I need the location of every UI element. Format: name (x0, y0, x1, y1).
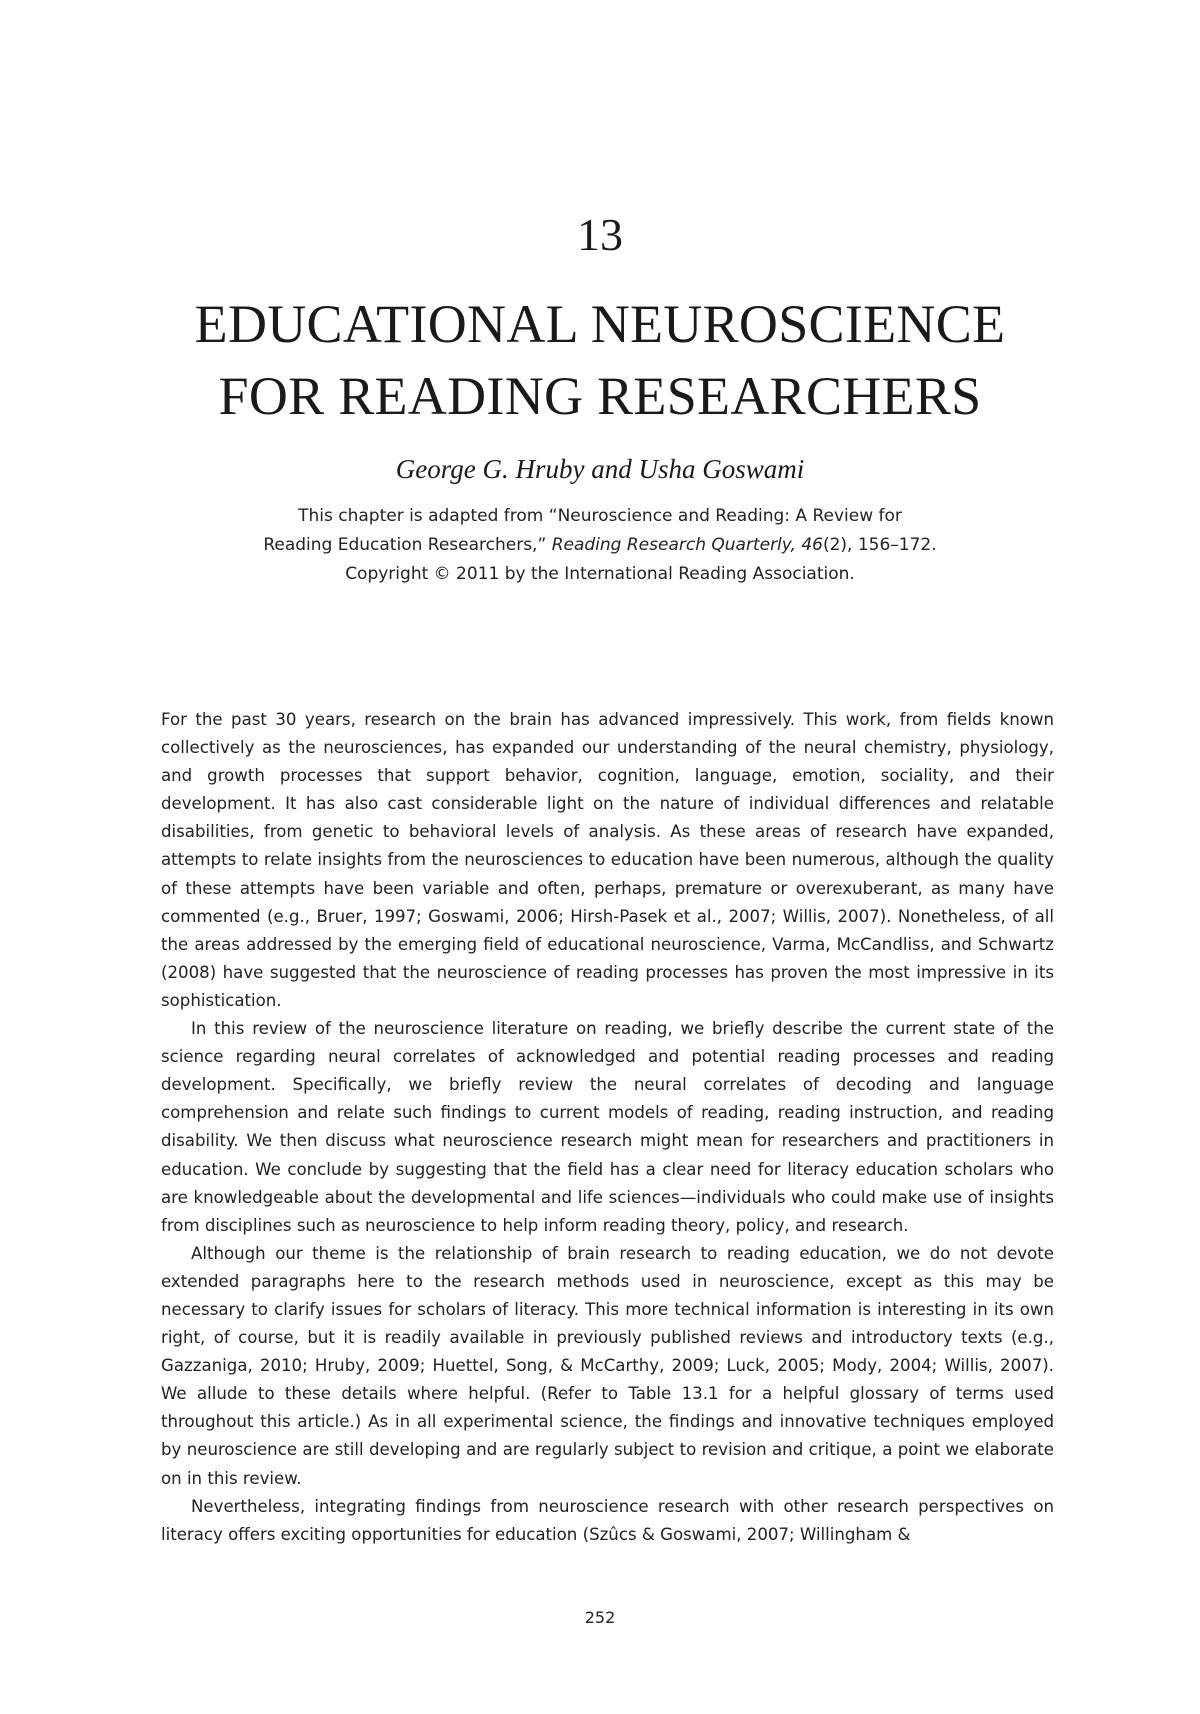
page-number: 252 (584, 1608, 616, 1627)
chapter-title-line-1: EDUCATIONAL NEUROSCIENCE (194, 294, 1006, 354)
body-paragraph-2: In this review of the neuroscience literature on reading, we briefly describe the current state of the science regarding neural correlates of acknowledged and potential reading processes and reading development. Specifically, we briefly review the neural correlates of decoding and language comprehension and relate such findings to current models of reading, reading instruction, and reading disability. We then discuss what neuroscience research might mean for researchers and practitioners in education. We conclude by suggesting that the field has a clear need for literacy education scholars who are knowledgeable about the developmental and life sciences—individuals who could make use of insights from disciplines such as neuroscience to help inform reading theory, policy, and research. (161, 1019, 1054, 1235)
chapter-title (0, 288, 1200, 432)
chapter-title-line-2: FOR READING RESEARCHERS (218, 366, 982, 426)
chapter-number: 13 (577, 209, 623, 260)
source-note (0, 502, 1200, 589)
body-paragraph-4: Nevertheless, integrating findings from neuroscience research with other research perspectives on literacy offers exciting opportunities for education (Szûcs & Goswami, 2007; Willingham & (161, 1496, 1054, 1544)
chapter-authors: George G. Hruby and Usha Goswami (395, 454, 805, 484)
source-note-line-2-text: Reading Education Researchers,” (263, 535, 552, 555)
body-paragraph-1: For the past 30 years, research on the brain has advanced impressively. This work, from fields known collectively as the neurosciences, has expanded our understanding of the neural chemistry, physiology, and growth processes that support behavior, cognition, language, emotion, sociality, and their development. It has also cast considerable light on the nature of individual differences and relatable disabilities, from genetic to behavioral levels of analysis. As these areas of research have expanded, attempts to relate insights from the neurosciences to education have been numerous, although the quality of these attempts have been variable and often, perhaps, premature or overexuberant, as many have commented (e.g., Bruer, 1997; Goswami, 2006; Hirsh-Pasek et al., 2007; Willis, 2007). Nonetheless, of all the areas addressed by the emerging field of educational neuroscience, Varma, McCandliss, and Schwartz (2008) have suggested that the neuroscience of reading processes has proven the most impressive in its sophistication. (161, 710, 1054, 1010)
source-note-copyright: Copyright © 2011 by the International Reading Association. (345, 564, 855, 584)
source-note-line-1: This chapter is adapted from “Neuroscience and Reading: A Review for (298, 506, 902, 526)
body-paragraph-3: Although our theme is the relationship of brain research to reading education, we do not devote extended paragraphs here to the research methods used in neuroscience, except as this may be necessary to clarify issues for scholars of literacy. This more technical information is interesting in its own right, of course, but it is readily available in previously published reviews and introductory texts (e.g., Gazzaniga, 2010; Hruby, 2009; Huettel, Song, & McCarthy, 2009; Luck, 2005; Mody, 2004; Willis, 2007). We allude to these details where helpful. (Refer to Table 13.1 for a helpful glossary of terms used throughout this article.) As in all experimental science, the findings and innovative techniques employed by neuroscience are still developing and are regularly subject to revision and critique, a point we elaborate on in this review. (161, 1243, 1054, 1488)
body-text (161, 706, 1054, 1549)
source-note-line-2-pages: (2), 156–172. (822, 535, 937, 555)
journal-citation: Reading Research Quarterly, 46 (551, 535, 823, 555)
source-note-line-2 (0, 531, 1200, 560)
